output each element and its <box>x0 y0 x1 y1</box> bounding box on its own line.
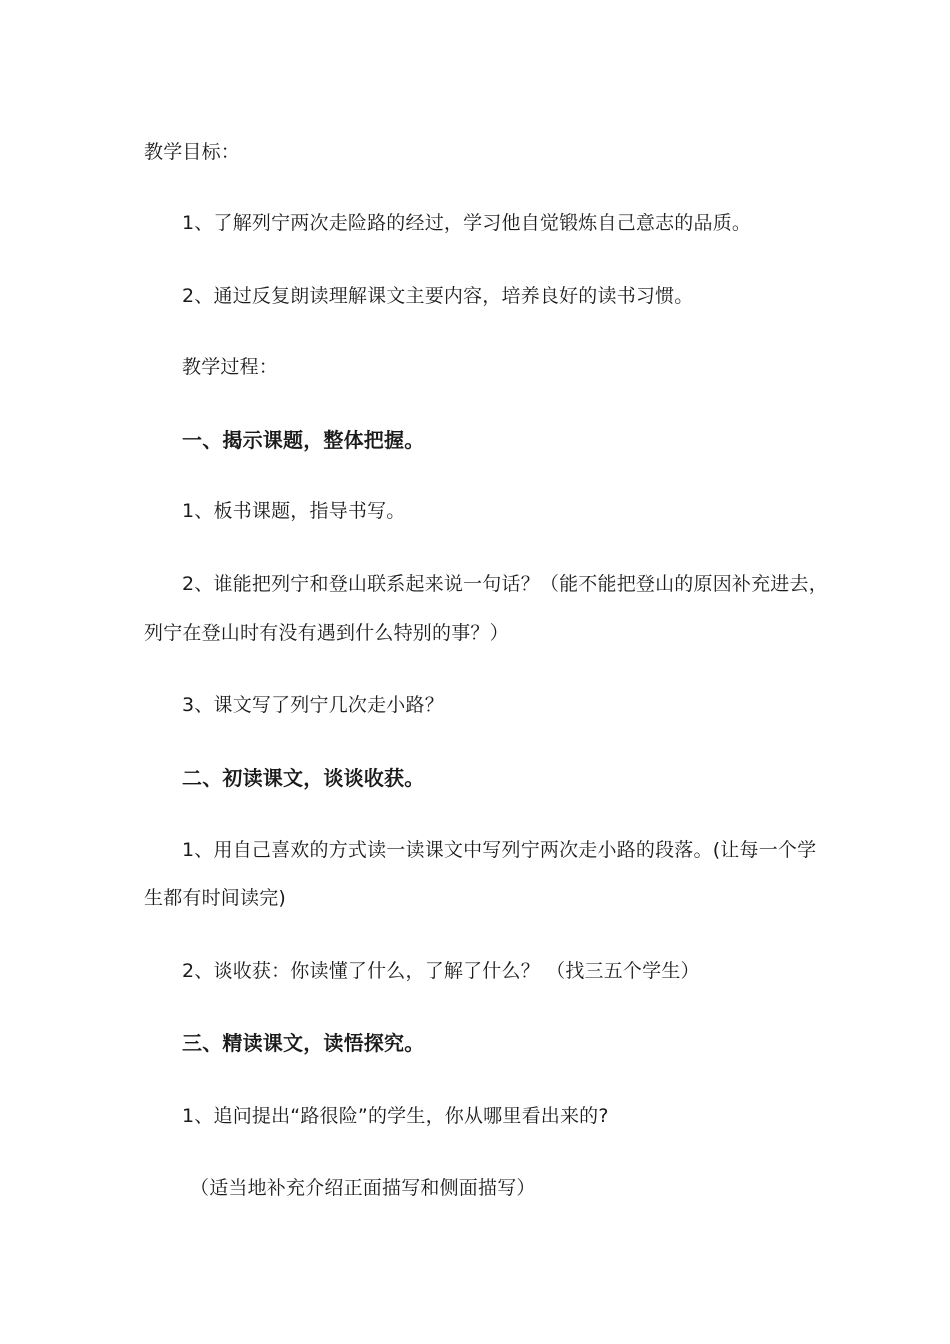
objectives-heading: 教学目标： <box>144 141 241 163</box>
section-title: 二、初读课文，谈谈收获。 <box>182 766 425 790</box>
section-title: 一、揭示课题，整体把握。 <box>182 428 425 452</box>
list-item-continuation: 生都有时间读完) <box>144 887 287 909</box>
list-item: 1、板书课题，指导书写。 <box>182 500 406 522</box>
list-item: 1、用自己喜欢的方式读一读课文中写列宁两次走小路的段落。(让每一个学 <box>182 839 817 861</box>
list-item: 2、谁能把列宁和登山联系起来说一句话？（能不能把登山的原因补充进去， <box>182 573 828 595</box>
process-heading: 教学过程： <box>182 356 279 378</box>
list-item-continuation: 列宁在登山时有没有遇到什么特别的事？） <box>144 622 509 644</box>
note: （适当地补充介绍正面描写和侧面描写） <box>190 1177 536 1199</box>
section-title: 三、精读课文，读悟探究。 <box>182 1031 425 1055</box>
list-item: 1、追问提出“路很险”的学生，你从哪里看出来的? <box>182 1105 609 1127</box>
objective-item: 1、了解列宁两次走险路的经过，学习他自觉锻炼自己意志的品质。 <box>182 212 752 234</box>
list-item: 2、谈收获：你读懂了什么，了解了什么？ （找三五个学生） <box>182 960 700 982</box>
list-item: 3、课文写了列宁几次走小路？ <box>182 694 444 716</box>
objective-item: 2、通过反复朗读理解课文主要内容，培养良好的读书习惯。 <box>182 285 694 307</box>
